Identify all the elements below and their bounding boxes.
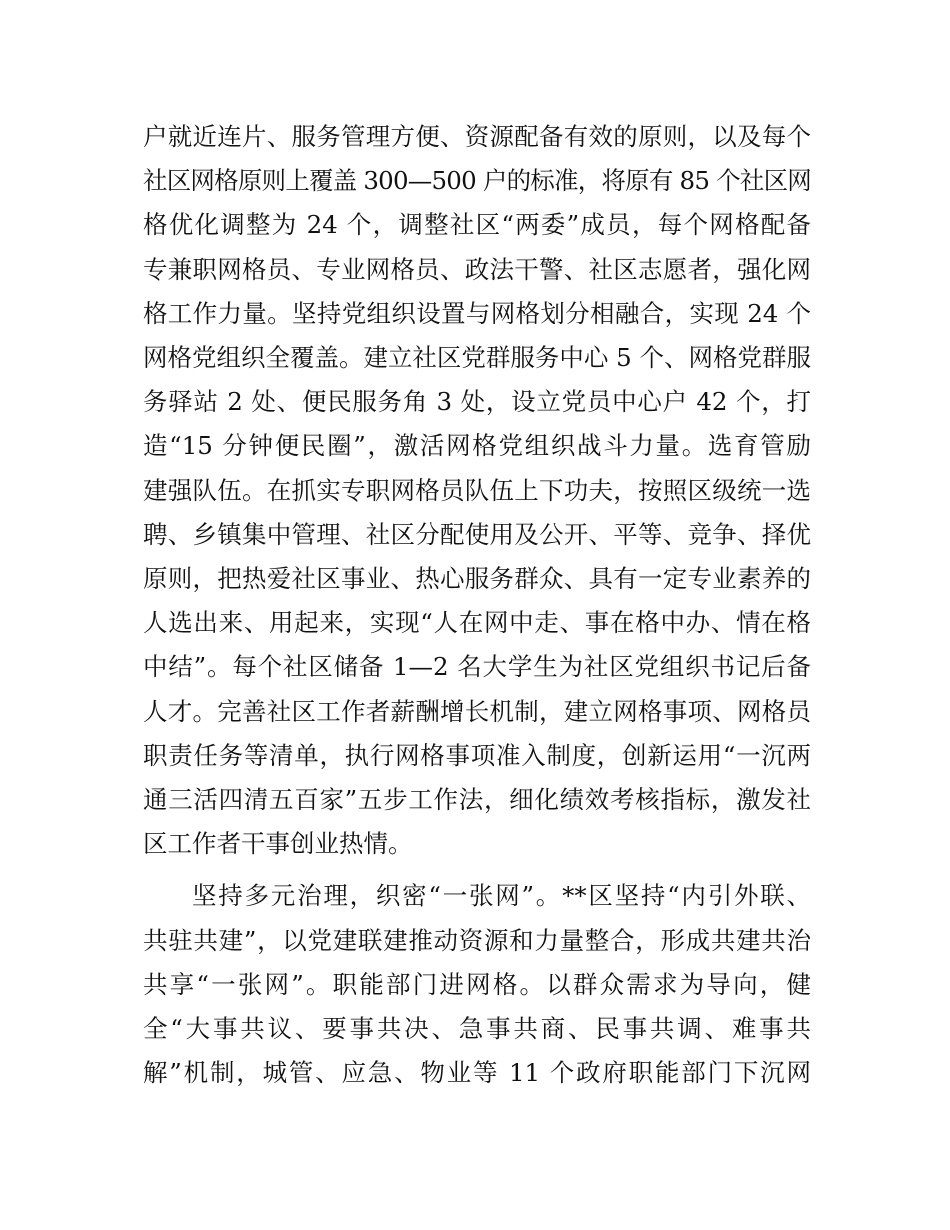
text-line: 区工作者干事创业热情。	[143, 829, 413, 859]
document-body	[143, 115, 811, 1095]
text-line: 中结”。每个社区储备 1—2 名大学生为社区党组织书记后备	[143, 652, 811, 682]
text-line: 专兼职网格员、专业网格员、政法干警、社区志愿者，强化网	[143, 254, 811, 284]
text-line: 通三活四清五百家”五步工作法，细化绩效考核指标，激发社	[143, 785, 811, 815]
text-line: 共享“一张网”。职能部门进网格。以群众需求为导向，健	[143, 969, 811, 999]
text-line: 务驿站 2 处、便民服务角 3 处，设立党员中心户 42 个，打	[143, 387, 811, 417]
text-line: 人才。完善社区工作者薪酬增长机制，建立网格事项、网格员	[143, 696, 811, 726]
text-line: 坚持多元治理，织密“一张网”。**区坚持“内引外联、	[192, 881, 811, 911]
paragraph	[143, 115, 811, 866]
text-line: 解”机制，城管、应急、物业等 11 个政府职能部门下沉网	[143, 1058, 811, 1088]
text-line: 聘、乡镇集中管理、社区分配使用及公开、平等、竞争、择优	[143, 519, 811, 549]
text-line: 造“15 分钟便民圈”，激活网格党组织战斗力量。选育管励	[143, 431, 811, 461]
text-line: 职责任务等清单，执行网格事项准入制度，创新运用“一沉两	[143, 740, 811, 770]
paragraph	[143, 874, 811, 1095]
text-line: 户就近连片、服务管理方便、资源配备有效的原则，以及每个	[143, 122, 811, 151]
text-line: 格工作力量。坚持党组织设置与网格划分相融合，实现 24 个	[143, 298, 811, 328]
text-line: 建强队伍。在抓实专职网格员队伍上下功夫，按照区级统一选	[143, 475, 811, 505]
text-line: 全“大事共议、要事共决、急事共商、民事共调、难事共	[143, 1014, 811, 1044]
text-line: 格优化调整为 24 个，调整社区“两委”成员，每个网格配备	[143, 210, 811, 240]
text-line: 网格党组织全覆盖。建立社区党群服务中心 5 个、网格党群服	[143, 343, 811, 373]
text-line: 原则，把热爱社区事业、热心服务群众、具有一定专业素养的	[143, 564, 811, 594]
text-line: 社区网格原则上覆盖 300—500 户的标准，将原有 85 个社区网	[143, 166, 811, 196]
text-line: 人选出来、用起来，实现“人在网中走、事在格中办、情在格	[143, 608, 811, 638]
text-line: 共驻共建”，以党建联建推动资源和力量整合，形成共建共治	[143, 925, 811, 955]
